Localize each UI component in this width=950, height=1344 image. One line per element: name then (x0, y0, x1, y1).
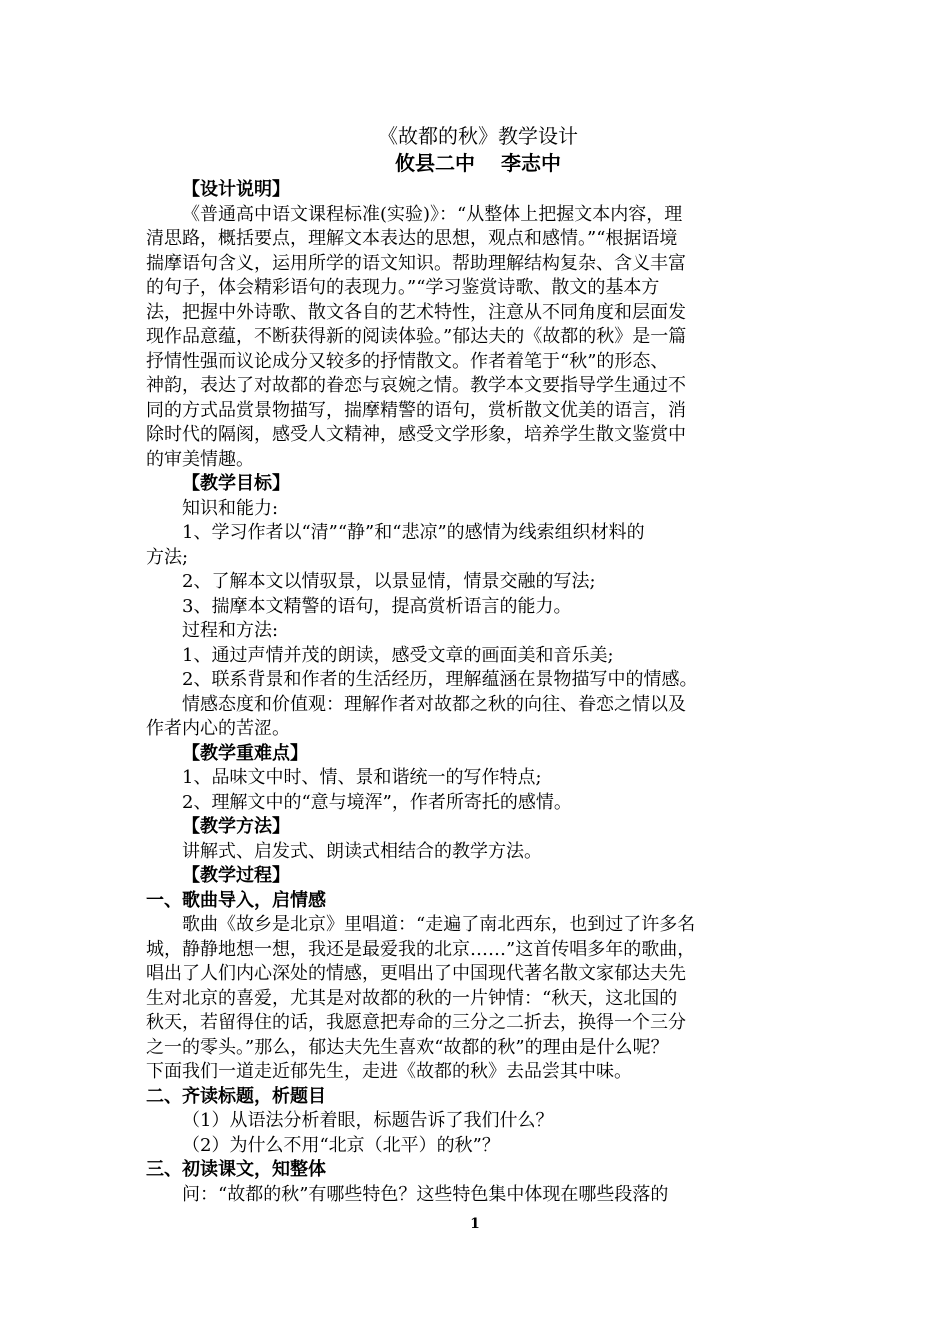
step-1-line: 之一的零头。”那么，郁达夫先生喜欢“故都的秋”的理由是什么呢？ (146, 1036, 669, 1058)
method-heading: 【教学方法】 (182, 816, 290, 837)
goals-heading: 【教学目标】 (182, 473, 290, 494)
step-2-line: （2）为什么不用“北京（北平）的秋”？ (182, 1134, 500, 1156)
author-name: 李志中 (501, 151, 561, 175)
step-3-heading: 三、初读课文，知整体 (146, 1159, 326, 1180)
goals-knowledge-label: 知识和能力: (182, 497, 279, 519)
design-note-body (146, 203, 810, 473)
goal-item: 2、了解本文以情驭景，以景显情，情景交融的写法; (182, 571, 596, 592)
step-2-line: （1）从语法分析着眼，标题告诉了我们什么？ (182, 1110, 554, 1131)
design-note-line: 除时代的隔阂，感受人文精神，感受文学形象，培养学生散文鉴赏中 (146, 424, 686, 445)
goal-item: 方法; (146, 546, 189, 568)
step-1-heading: 一、歌曲导入，启情感 (146, 889, 326, 911)
goals-process-label: 过程和方法: (182, 620, 279, 641)
document-title: 《故都的秋》教学设计 (378, 124, 578, 148)
design-note-line: 抒情性强而议论成分又较多的抒情散文。作者着笔于“秋”的形态、 (146, 350, 669, 372)
design-note-line: 的审美情趣。 (146, 448, 254, 470)
keypoints-heading: 【教学重难点】 (182, 742, 308, 764)
method-text: 讲解式、启发式、朗读式相结合的教学方法。 (182, 840, 542, 862)
goal-item: 1、学习作者以“清”“静”和“悲凉”的感情为线索组织材料的 (182, 522, 645, 543)
design-note-line: 现作品意蕴，不断获得新的阅读体验。”郁达夫的《故都的秋》是一篇 (146, 326, 687, 347)
step-1-line: 生对北京的喜爱，尤其是对故都的秋的一片钟情：“秋天，这北国的 (146, 987, 678, 1009)
step-1-line: 歌曲《故乡是北京》里唱道：“走遍了南北西东，也到过了许多名 (182, 914, 696, 935)
page-number: 1 (470, 1216, 480, 1232)
step-1-line: 唱出了人们内心深处的情感，更唱出了中国现代著名散文家郁达夫先 (146, 963, 686, 984)
design-note-line: 清思路，概括要点，理解文本表达的思想，观点和感情。”“根据语境 (146, 228, 678, 249)
goal-item: 3、揣摩本文精警的语句，提高赏析语言的能力。 (182, 595, 572, 617)
step-1-line: 城，静静地想一想，我还是最爱我的北京……”这首传唱多年的歌曲， (146, 938, 696, 960)
step-1-line: 下面我们一道走近郁先生，走进《故都的秋》去品尝其中味。 (146, 1061, 632, 1082)
goals-emotion: 作者内心的苦涩。 (146, 718, 290, 739)
design-note-line: 同的方式品赏景物描写，揣摩精警的语句，赏析散文优美的语言，消 (146, 399, 686, 421)
process-heading: 【教学过程】 (182, 865, 290, 886)
design-note-heading: 【设计说明】 (182, 179, 290, 200)
keypoint-item: 2、理解文中的“意与境浑”，作者所寄托的感情。 (182, 791, 572, 813)
step-1-line: 秋天，若留得住的话，我愿意把寿命的三分之二折去，换得一个三分 (146, 1012, 686, 1033)
step-2-heading: 二、齐读标题，析题目 (146, 1085, 326, 1107)
goal-item: 2、联系背景和作者的生活经历，理解蕴涵在景物描写中的情感。 (182, 669, 698, 690)
design-note-line: 的句子，体会精彩语句的表现力。”“学习鉴赏诗歌、散文的基本方 (146, 277, 660, 298)
document-page (146, 122, 810, 1207)
goals-emotion: 情感态度和价值观：理解作者对故都之秋的向往、眷恋之情以及 (182, 693, 686, 715)
author-school: 攸县二中 (395, 151, 475, 175)
design-note-line: 神韵，表达了对故都的眷恋与哀婉之情。教学本文要指导学生通过不 (146, 375, 686, 396)
design-note-line: 法，把握中外诗歌、散文各自的艺术特性，注意从不同角度和层面发 (146, 301, 686, 323)
design-note-line: 《普通高中语文课程标准(实验)》：“从整体上把握文本内容，理 (182, 203, 683, 225)
goal-item: 1、通过声情并茂的朗读，感受文章的画面美和音乐美; (182, 644, 614, 666)
keypoint-item: 1、品味文中时、情、景和谐统一的写作特点; (182, 767, 542, 788)
author-line (146, 150, 810, 176)
step-3-line: 问：“故都的秋”有哪些特色？这些特色集中体现在哪些段落的 (182, 1183, 669, 1205)
design-note-line: 揣摩语句含义，运用所学的语文知识。帮助理解结构复杂、含义丰富 (146, 252, 686, 274)
